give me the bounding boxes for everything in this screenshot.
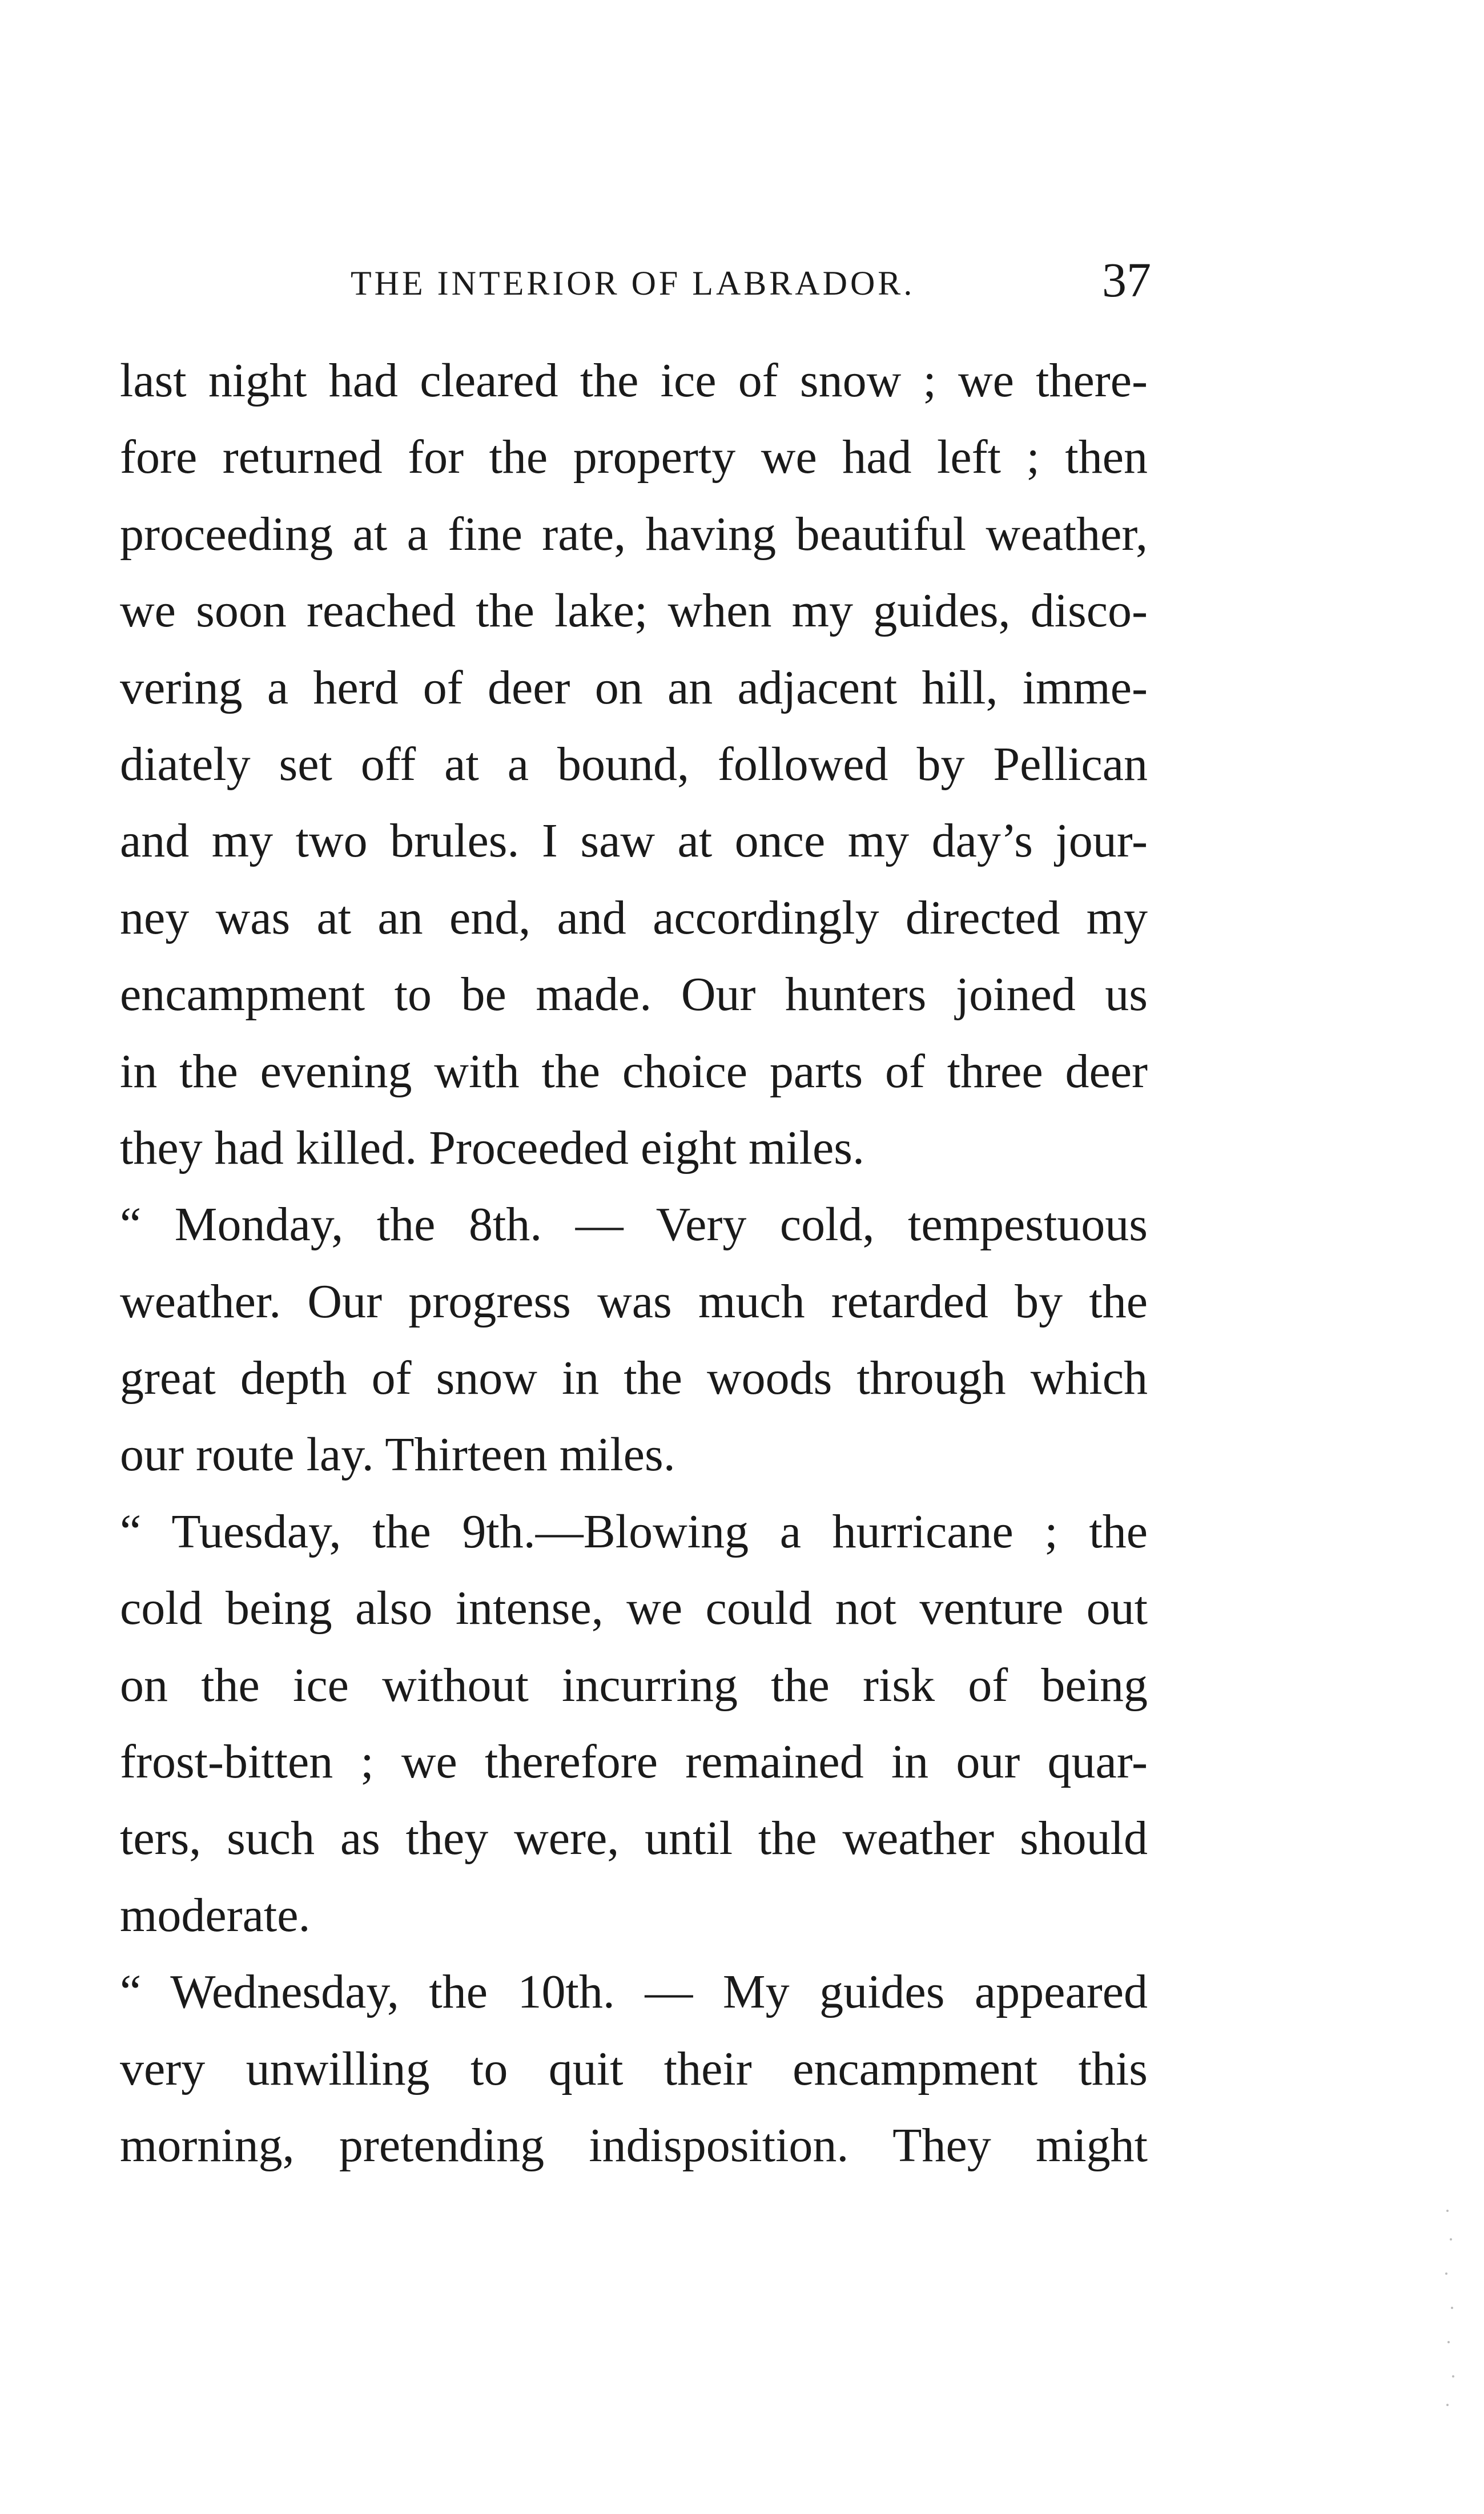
margin-specks <box>1444 2198 1461 2427</box>
page-number: 37 <box>1102 252 1151 307</box>
text-line: “ Tuesday, the 9th.—Blowing a hurricane ; the <box>120 1505 1148 1558</box>
text-line: they had killed. Proceeded eight miles. <box>120 1121 864 1174</box>
text-line: ney was at an end, and accordingly directed my <box>120 891 1148 944</box>
text-line: “ Wednesday, the 10th. — My guides appeared <box>120 1965 1148 2019</box>
text-line: on the ice without incurring the risk of being <box>120 1658 1148 1712</box>
text-line: last night had cleared the ice of snow ; we there- <box>120 354 1148 407</box>
text-line: morning, pretending indisposition. They might <box>120 2118 1148 2172</box>
running-head <box>336 251 1155 320</box>
text-line: cold being also intense, we could not venture out <box>120 1582 1148 1635</box>
text-line: in the evening with the choice parts of three deer <box>120 1044 1148 1098</box>
text-line: our route lay. Thirteen miles. <box>120 1428 675 1482</box>
text-line: great depth of snow in the woods through which <box>120 1351 1148 1405</box>
text-line: ters, such as they were, until the weather should <box>120 1812 1148 1865</box>
body-text <box>120 343 1148 2184</box>
text-line: weather. Our progress was much retarded by the <box>120 1274 1148 1328</box>
text-line: and my two brules. I saw at once my day’s jour- <box>120 814 1148 868</box>
text-line: encampment to be made. Our hunters joined us <box>120 968 1148 1021</box>
text-line: we soon reached the lake; when my guides, disco- <box>120 584 1148 638</box>
text-line: diately set off at a bound, followed by Pellican <box>120 737 1148 791</box>
text-line: proceeding at a fine rate, having beautiful weather, <box>120 507 1148 561</box>
text-line: “ Monday, the 8th. — Very cold, tempestuous <box>120 1198 1148 1252</box>
text-line: vering a herd of deer on an adjacent hill, imme- <box>120 661 1148 714</box>
text-line: fore returned for the property we had left ; then <box>120 431 1148 484</box>
text-line: frost-bitten ; we therefore remained in our quar- <box>120 1735 1148 1789</box>
text-line: very unwilling to quit their encampment this <box>120 2042 1148 2095</box>
text-line: moderate. <box>120 1888 311 1942</box>
running-title: THE INTERIOR OF LABRADOR. <box>351 264 915 302</box>
